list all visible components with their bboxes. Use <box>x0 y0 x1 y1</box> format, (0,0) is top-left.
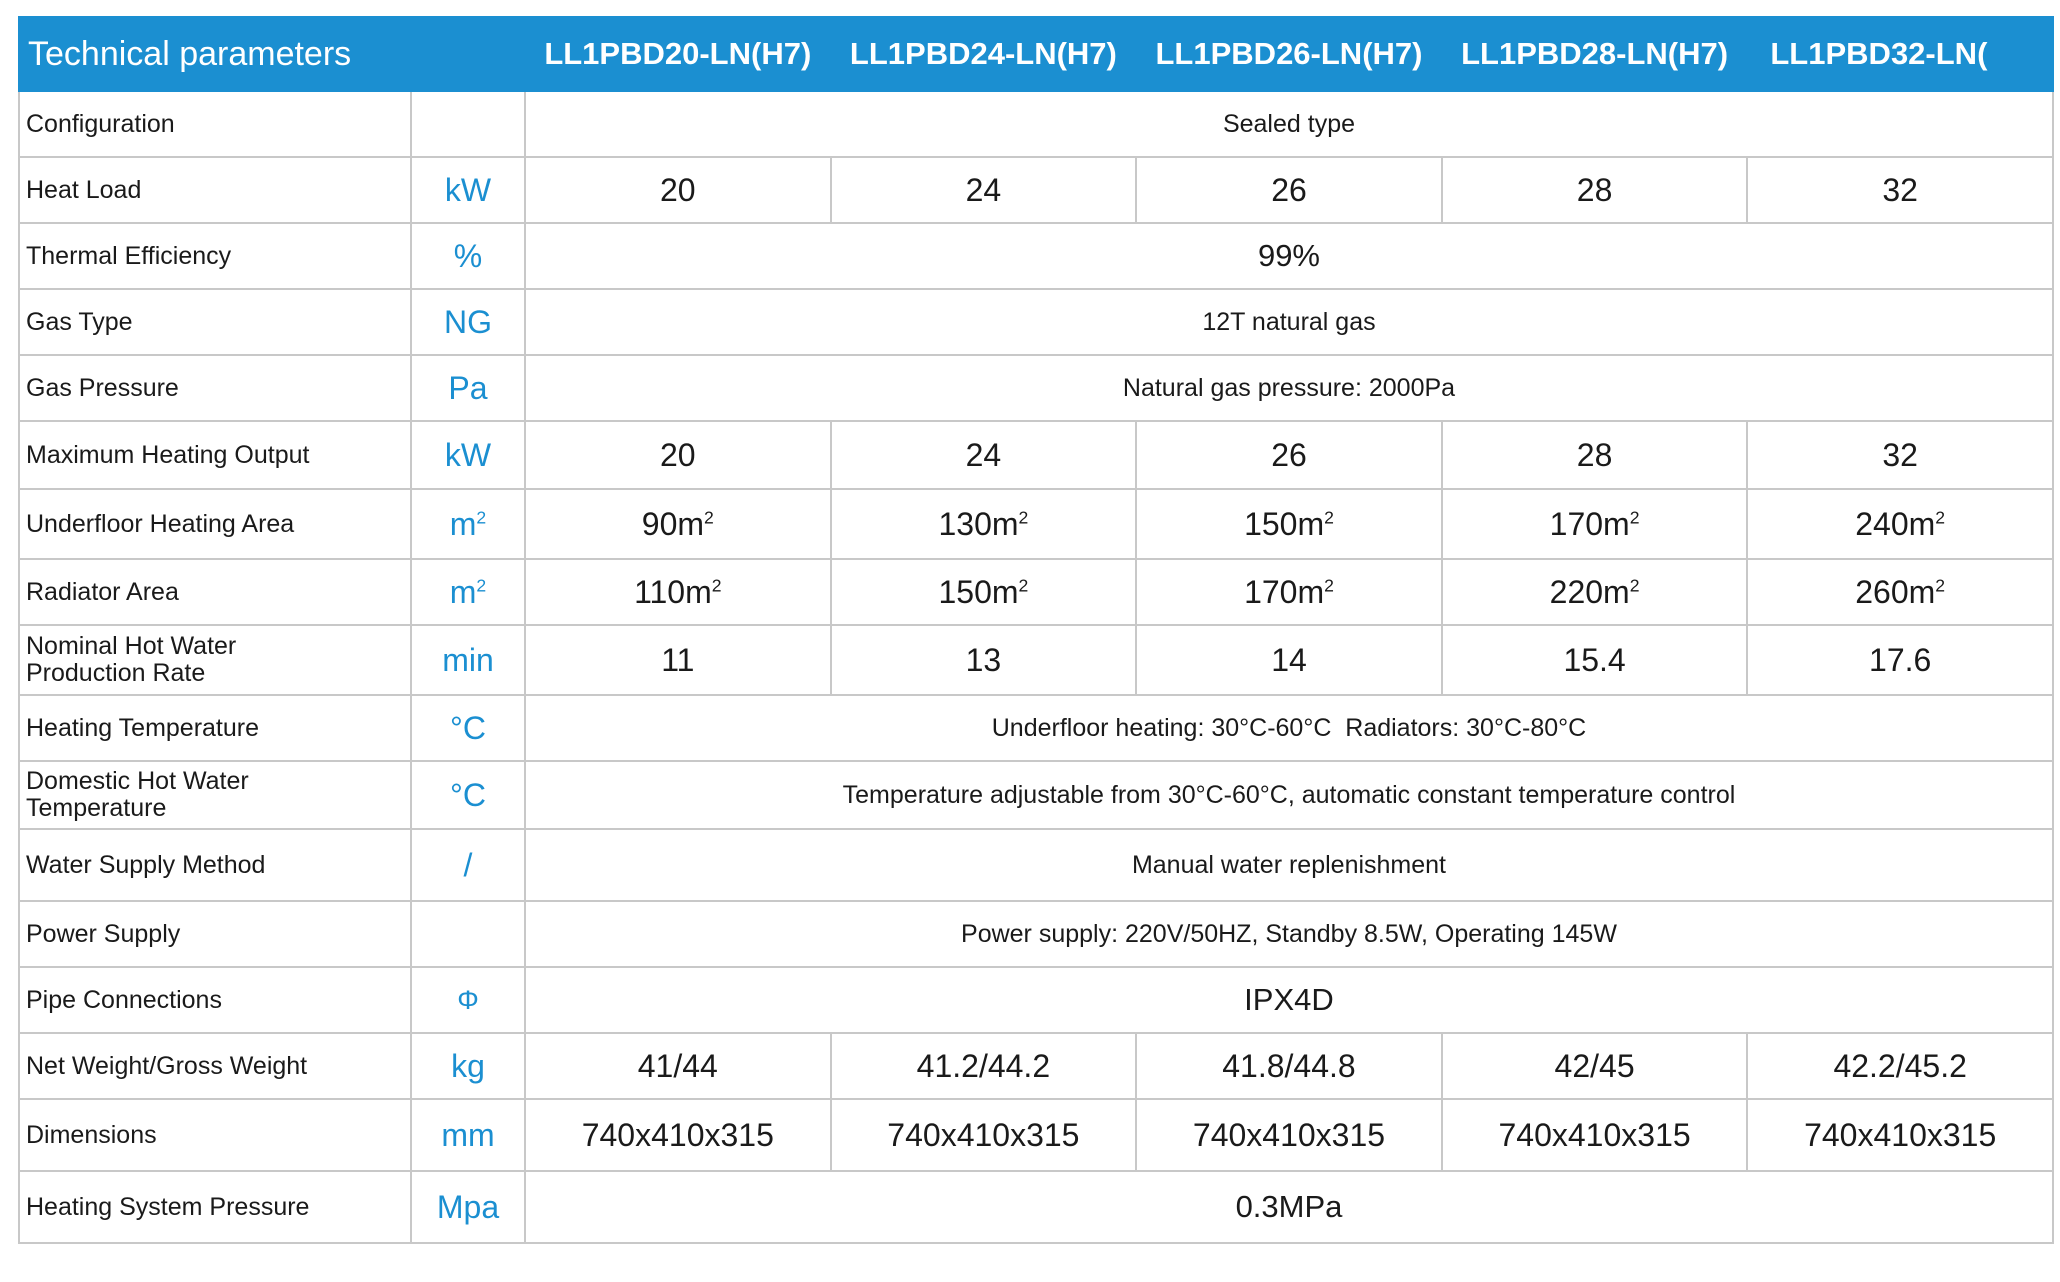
param-unit: min <box>411 625 525 695</box>
row-max-heating-output <box>19 421 2053 489</box>
param-label: Maximum Heating Output <box>19 421 411 489</box>
param-value: 740x410x315 <box>831 1099 1137 1171</box>
param-value: 32 <box>1747 157 2053 223</box>
param-unit <box>411 901 525 967</box>
param-unit: mm <box>411 1099 525 1171</box>
param-label: Radiator Area <box>19 559 411 625</box>
param-value: Natural gas pressure: 2000Pa <box>525 355 2053 421</box>
param-unit: Pa <box>411 355 525 421</box>
param-value: IPX4D <box>525 967 2053 1033</box>
param-value: $110m^2$ <box>525 559 831 625</box>
param-value: 14 <box>1136 625 1442 695</box>
param-label: Heating Temperature <box>19 695 411 761</box>
row-power-supply <box>19 901 2053 967</box>
param-label: Thermal Efficiency <box>19 223 411 289</box>
param-value: 0.3MPa <box>525 1171 2053 1243</box>
model-header: LL1PBD32-LN( <box>1747 17 2053 91</box>
param-label: Domestic Hot Water Temperature <box>19 761 411 829</box>
model-header: LL1PBD26-LN(H7) <box>1136 17 1442 91</box>
param-label: Gas Pressure <box>19 355 411 421</box>
param-value: Temperature adjustable from 30°C-60°C, automatic constant temperature control <box>525 761 2053 829</box>
param-value: 24 <box>831 421 1137 489</box>
model-header: LL1PBD28-LN(H7) <box>1442 17 1748 91</box>
param-value: 26 <box>1136 421 1442 489</box>
param-unit: / <box>411 829 525 901</box>
param-value: $240m^2$ <box>1747 489 2053 559</box>
param-unit: NG <box>411 289 525 355</box>
row-system-pressure <box>19 1171 2053 1243</box>
param-value: 28 <box>1442 157 1748 223</box>
param-value: 32 <box>1747 421 2053 489</box>
header-row <box>19 17 2053 91</box>
param-label: Gas Type <box>19 289 411 355</box>
param-label: Pipe Connections <box>19 967 411 1033</box>
param-value: $130m^2$ <box>831 489 1137 559</box>
param-unit: % <box>411 223 525 289</box>
row-water-supply <box>19 829 2053 901</box>
row-gas-type <box>19 289 2053 355</box>
param-value: 41/44 <box>525 1033 831 1099</box>
param-value: Sealed type <box>525 91 2053 157</box>
param-value: 11 <box>525 625 831 695</box>
row-pipe-connections <box>19 967 2053 1033</box>
param-value: 12T natural gas <box>525 289 2053 355</box>
param-value: 740x410x315 <box>1747 1099 2053 1171</box>
param-value: 20 <box>525 157 831 223</box>
param-unit: kg <box>411 1033 525 1099</box>
param-value: $150m^2$ <box>831 559 1137 625</box>
param-unit <box>411 91 525 157</box>
param-value: Underfloor heating: 30°C-60°C Radiators: 30°C-80°C <box>525 695 2053 761</box>
param-value: 28 <box>1442 421 1748 489</box>
param-value: 42.2/45.2 <box>1747 1033 2053 1099</box>
param-value: 26 <box>1136 157 1442 223</box>
model-header: LL1PBD24-LN(H7) <box>831 17 1137 91</box>
param-label: Nominal Hot Water Production Rate <box>19 625 411 695</box>
row-radiator-area <box>19 559 2053 625</box>
row-heating-temperature <box>19 695 2053 761</box>
param-label: Dimensions <box>19 1099 411 1171</box>
param-value: $260m^2$ <box>1747 559 2053 625</box>
param-value: 740x410x315 <box>1136 1099 1442 1171</box>
param-value: 24 <box>831 157 1137 223</box>
param-value: $170m^2$ <box>1442 489 1748 559</box>
param-unit: Mpa <box>411 1171 525 1243</box>
row-underfloor-area <box>19 489 2053 559</box>
row-thermal-efficiency <box>19 223 2053 289</box>
param-label: Power Supply <box>19 901 411 967</box>
row-heat-load <box>19 157 2053 223</box>
param-value: 41.8/44.8 <box>1136 1033 1442 1099</box>
param-label: Water Supply Method <box>19 829 411 901</box>
param-value: 42/45 <box>1442 1033 1748 1099</box>
param-value: $90m^2$ <box>525 489 831 559</box>
param-value: $220m^2$ <box>1442 559 1748 625</box>
param-value: 20 <box>525 421 831 489</box>
param-value: Manual water replenishment <box>525 829 2053 901</box>
model-header: LL1PBD20-LN(H7) <box>525 17 831 91</box>
row-gas-pressure <box>19 355 2053 421</box>
param-unit: $m^2$ <box>411 559 525 625</box>
param-value: $150m^2$ <box>1136 489 1442 559</box>
table-title: Technical parameters <box>19 17 525 91</box>
param-value: 13 <box>831 625 1137 695</box>
param-label: Heat Load <box>19 157 411 223</box>
param-unit: °C <box>411 761 525 829</box>
param-value: 99% <box>525 223 2053 289</box>
param-unit: kW <box>411 157 525 223</box>
row-dhw-temperature <box>19 761 2053 829</box>
param-value: 740x410x315 <box>525 1099 831 1171</box>
technical-parameters-table <box>18 16 2054 1244</box>
row-hot-water-rate <box>19 625 2053 695</box>
param-value: 41.2/44.2 <box>831 1033 1137 1099</box>
param-label: Configuration <box>19 91 411 157</box>
param-value: Power supply: 220V/50HZ, Standby 8.5W, Operating 145W <box>525 901 2053 967</box>
param-label: Net Weight/Gross Weight <box>19 1033 411 1099</box>
param-label: Underfloor Heating Area <box>19 489 411 559</box>
param-unit: °C <box>411 695 525 761</box>
param-unit: $m^2$ <box>411 489 525 559</box>
param-label: Heating System Pressure <box>19 1171 411 1243</box>
param-value: $170m^2$ <box>1136 559 1442 625</box>
param-unit: kW <box>411 421 525 489</box>
param-value: 17.6 <box>1747 625 2053 695</box>
param-value: 15.4 <box>1442 625 1748 695</box>
row-configuration <box>19 91 2053 157</box>
param-unit: Φ <box>411 967 525 1033</box>
row-dimensions <box>19 1099 2053 1171</box>
row-weight <box>19 1033 2053 1099</box>
param-value: 740x410x315 <box>1442 1099 1748 1171</box>
